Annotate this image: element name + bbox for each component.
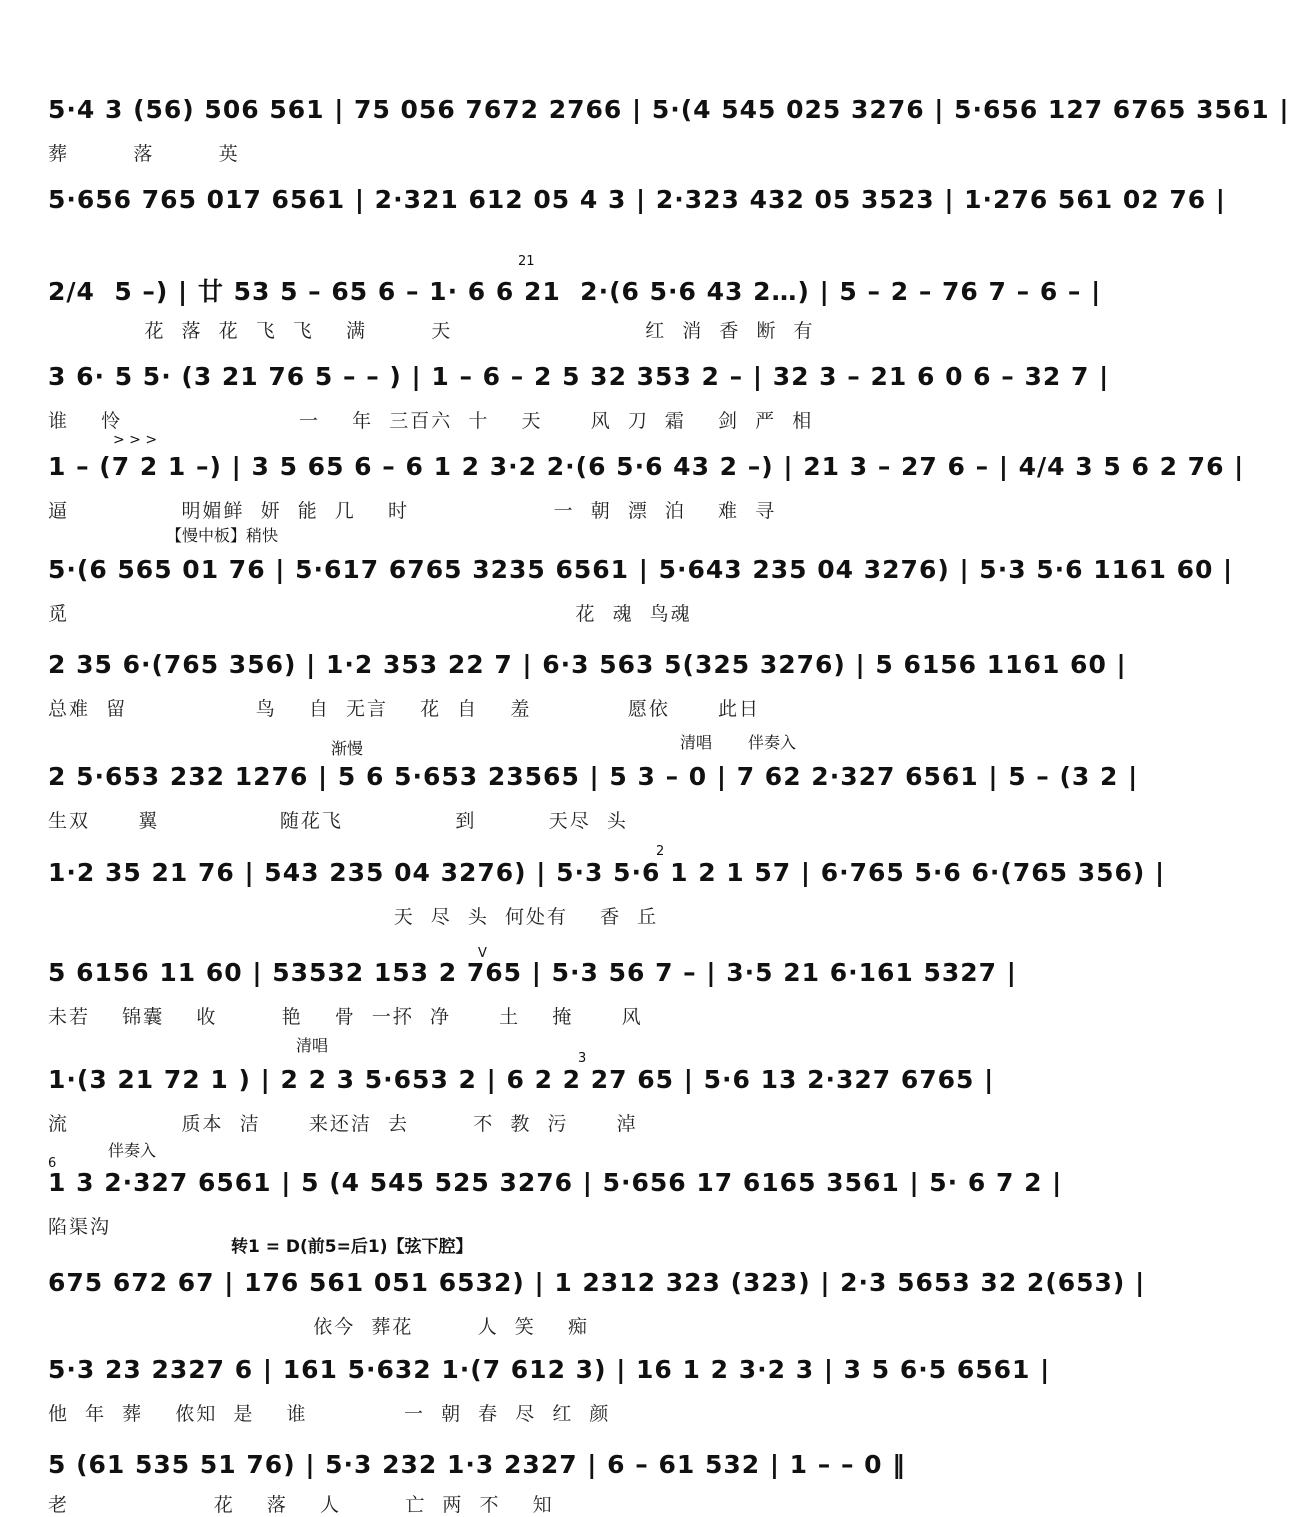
score-system-10 (48, 946, 1053, 1050)
lyrics-line: 谁 怜 一 年 三百六 十 天 风 刀 霜 剑 严 相 (48, 410, 814, 432)
slide-mark: 21 (518, 254, 535, 269)
score-system-11 (48, 1036, 1053, 1157)
score-system-6 (48, 526, 1234, 647)
score-system-8 (48, 733, 1139, 854)
notation-line: 5·656 765 017 6561 | 2·321 612 05 4 3 | 2·323 432 05 3523 | 1·276 561 02 76 | (48, 185, 1226, 214)
score-system-7 (48, 650, 1127, 742)
accent-marks: > > > (113, 432, 158, 448)
score-system-15 (48, 1450, 1053, 1516)
score-system-3 (48, 254, 1102, 364)
score-system-14 (48, 1355, 1053, 1447)
grace-note-6: 6 (48, 1156, 57, 1171)
score-system-4 (48, 362, 1110, 454)
grace-note-2: 2 (656, 844, 665, 859)
lyrics-line: 天 尽 头 何处有 香 丘 (48, 906, 659, 928)
qingchang-marking: 清唱 (680, 733, 713, 752)
lyrics-line: 觅 花 魂 鸟魂 (48, 603, 692, 625)
notation-line: 1 – (7 2 1 –) | 3 5 65 6 – 6 1 2 3·2 2·(6 5·6 43 2 –) | 21 3 – 27 6 – | 4/4 3 5 6 2 76 | (48, 452, 1245, 481)
gradual-slow-marking: 渐慢 (331, 739, 364, 758)
score-system-13 (48, 1237, 1146, 1360)
tempo-marking: 【慢中板】稍快 (166, 526, 279, 545)
lyrics-line: 陷渠沟 (48, 1216, 112, 1238)
notation-line: 1 3 2·327 6561 | 5 (4 545 525 3276 | 5·656 17 6165 3561 | 5· 6 7 2 | (48, 1168, 1063, 1197)
notation-line: 5·4 3 (56) 506 561 | 75 056 7672 2766 | 5·(4 545 025 3276 | 5·656 127 6765 3561 | (48, 95, 1290, 124)
accompaniment-enter-marking: 伴奏入 (108, 1141, 157, 1160)
notation-line: 2 5·653 232 1276 | 5 6 5·653 23565 | 5 3 – 0 | 7 62 2·327 6561 | 5 – (3 2 | (48, 762, 1139, 791)
lyrics-line: 未若 锦囊 收 艳 骨 一抔 净 土 掩 风 (48, 1006, 643, 1028)
lyrics-line: 花 落 花 飞 飞 满 天 红 消 香 断 有 (48, 320, 815, 342)
lyrics-line: 流 质本 洁 来还洁 去 不 教 污 淖 (48, 1113, 638, 1135)
notation-line: 5 6156 11 60 | 53532 153 2 765 | 5·3 56 7 – | 3·5 21 6·161 5327 | (48, 958, 1017, 987)
grace-note-3: 3 (578, 1051, 587, 1066)
lyrics-line: 生双 翼 随花飞 到 天尽 头 (48, 810, 628, 832)
notation-line: 1·(3 21 72 1 ) | 2 2 3 5·653 2 | 6 2 2 27 65 | 5·6 13 2·327 6765 | (48, 1065, 995, 1094)
qingchang-marking: 清唱 (296, 1036, 329, 1055)
lyrics-line: 他 年 葬 侬知 是 谁 一 朝 春 尽 红 颜 (48, 1403, 611, 1425)
score-system-12 (48, 1141, 1063, 1260)
score-system-1 (48, 95, 1290, 187)
lyrics-line: 葬 落 英 (48, 143, 240, 165)
score-system-2 (48, 185, 1226, 277)
notation-line: 1·2 35 21 76 | 543 235 04 3276) | 5·3 5·6 1 2 1 57 | 6·765 5·6 6·(765 356) | (48, 858, 1166, 887)
notation-line: 5·3 23 2327 6 | 161 5·632 1·(7 612 3) | 16 1 2 3·2 3 | 3 5 6·5 6561 | (48, 1355, 1051, 1384)
notation-line: 5 (61 535 51 76) | 5·3 232 1·3 2327 | 6 – 61 532 | 1 – – 0 ‖ (48, 1450, 906, 1479)
accompaniment-enter-marking: 伴奏入 (748, 733, 797, 752)
key-change-marking: 转1 = D(前5=后1)【弦下腔】 (231, 1237, 473, 1257)
lyrics-line: 老 花 落 人 亡 两 不 知 (48, 1494, 554, 1516)
breath-mark: V (478, 946, 487, 961)
notation-line: 2/4 5 –) | 廿 53 5 – 65 6 – 1· 6 6 21 2·(6 5·6 43 2…) | 5 – 2 – 76 7 – 6 – | (48, 277, 1102, 306)
notation-line: 675 672 67 | 176 561 051 6532) | 1 2312 323 (323) | 2·3 5653 32 2(653) | (48, 1268, 1146, 1297)
score-system-9 (48, 844, 1166, 950)
notation-line: 2 35 6·(765 356) | 1·2 353 22 7 | 6·3 563 5(325 3276) | 5 6156 1161 60 | (48, 650, 1127, 679)
notation-line: 3 6· 5 5· (3 21 76 5 – – ) | 1 – 6 – 2 5 32 353 2 – | 32 3 – 21 6 0 6 – 32 7 | (48, 362, 1110, 391)
lyrics-line: 逼 明媚鲜 妍 能 几 时 一 朝 漂 泊 难 寻 (48, 500, 777, 522)
lyrics-line: 总难 留 鸟 自 无言 花 自 羞 愿依 此日 (48, 698, 761, 720)
lyrics-line: 依今 葬花 人 笑 痴 (48, 1316, 589, 1338)
notation-line: 5·(6 565 01 76 | 5·617 6765 3235 6561 | 5·643 235 04 3276) | 5·3 5·6 1161 60 | (48, 555, 1234, 584)
